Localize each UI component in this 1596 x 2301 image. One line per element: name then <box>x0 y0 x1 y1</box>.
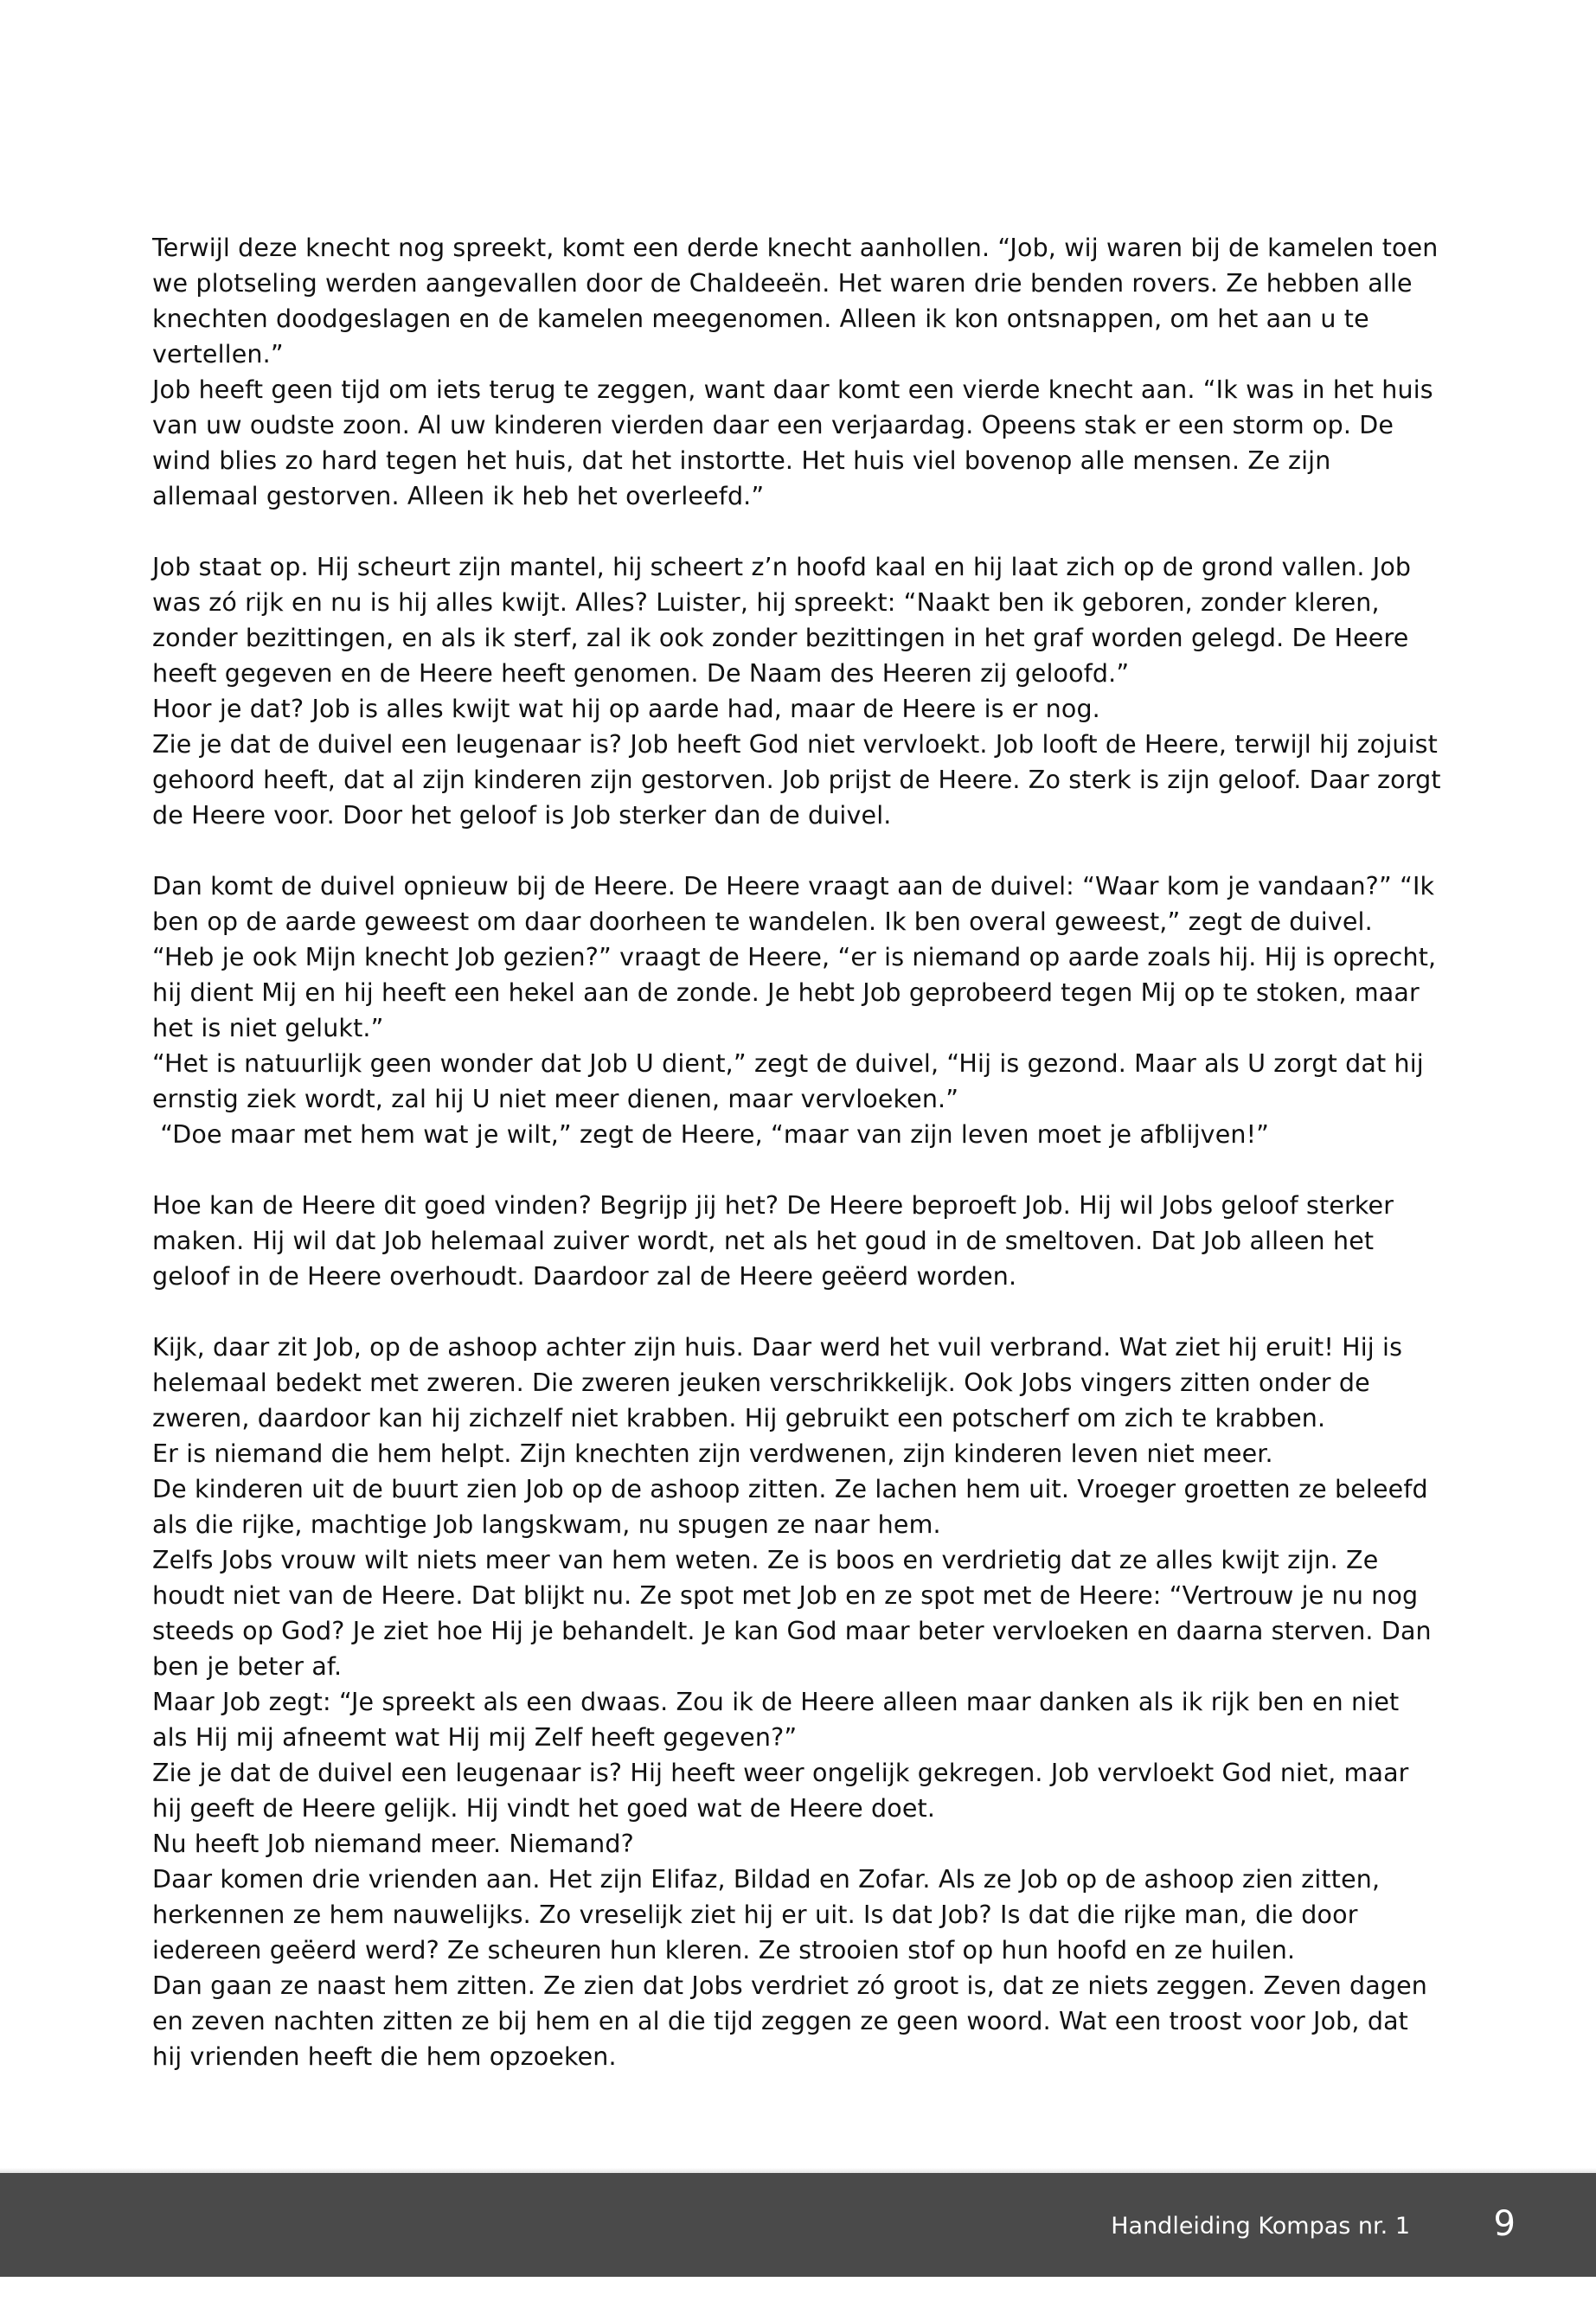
paragraph-friends-sit: Dan gaan ze naast hem zitten. Ze zien dat Jobs verdriet zó groot is, dat ze niets zeggen. Zeven dagen en zeven nachten zitten ze bij hem en al die tijd zeggen ze geen woord. Wat een troost voor Job, dat hij vrienden heeft die hem opzoeken. <box>152 1971 1436 2071</box>
paragraph-gap <box>152 514 1441 549</box>
paragraph-nobody-left: Nu heeft Job niemand meer. Niemand? <box>152 1830 634 1858</box>
paragraph-nobody-helps: Er is niemand die hem helpt. Zijn knechten zijn verdwenen, zijn kinderen leven niet meer. <box>152 1439 1273 1468</box>
paragraph-gap <box>152 833 1441 868</box>
paragraph-devil-liar: Zie je dat de duivel een leugenaar is? Job heeft God niet vervloekt. Job looft de Heere, terwijl hij zojuist gehoord heeft, dat al zijn kinderen zijn gestorven. Job prijst de Heere. Zo sterk is zijn geloof. Daar zorgt de Heere voor. Door het geloof is Job sterker dan de duivel. <box>152 730 1449 830</box>
page-number: 9 <box>1493 2204 1516 2244</box>
paragraph-job-stands: Job staat op. Hij scheurt zijn mantel, hij scheert z’n hoofd kaal en hij laat zich op de grond vallen. Job was zó rijk en nu is hij alles kwijt. Alles? Luister, hij spreekt: “Naakt ben ik geboren, zonder kleren, zonder bezittingen, en als ik sterf, zal ik ook zonder bezittingen in het graf worden gelegd. De Heere heeft gegeven en de Heere heeft genomen. De Naam des Heeren zij geloofd.” <box>152 553 1420 688</box>
paragraph-ash-heap: Kijk, daar zit Job, op de ashoop achter zijn huis. Daar werd het vuil verbrand. Wat ziet hij eruit! Hij is helemaal bedekt met zweren. Die zweren jeuken verschrikkelijk. Ook Jobs vingers zitten onder de zweren, daardoor kan hij zichzelf niet krabben. Hij gebruikt een potscherf om zich te krabben. <box>152 1333 1411 1433</box>
paragraph-devil-returns: Dan komt de duivel opnieuw bij de Heere. De Heere vraagt aan de duivel: “Waar kom je vandaan?” “Ik ben op de aarde geweest om daar doorheen te wandelen. Ik ben overal geweest,” zegt de duivel. <box>152 872 1443 936</box>
paragraph-servant-four: Job heeft geen tijd om iets terug te zeggen, want daar komt een vierde knecht aan. “Ik was in het huis van uw oudste zoon. Al uw kinderen vierden daar een verjaardag. Opeens stak er een storm op. De wind blies zo hard tegen het huis, dat het instortte. Het huis viel bovenop alle mensen. Ze zijn allemaal gestorven. Alleen ik heb het overleefd.” <box>152 375 1441 510</box>
paragraph-my-servant-job: “Heb je ook Mijn knecht Job gezien?” vraagt de Heere, “er is niemand op aarde zoals hij. Hij is oprecht, hij dient Mij en hij heeft een hekel aan de zonde. Je hebt Job geprobeerd tegen Mij op te stoken, maar het is niet gelukt.” <box>152 943 1445 1042</box>
paragraph-lord-permits: “Doe maar met hem wat je wilt,” zegt de Heere, “maar van zijn leven moet je afblijven!” <box>152 1120 1270 1149</box>
footer-title: Handleiding Kompas nr. 1 <box>1111 2213 1410 2240</box>
paragraph-devil-reply: “Het is natuurlijk geen wonder dat Job U dient,” zegt de duivel, “Hij is gezond. Maar als U zorgt dat hij ernstig ziek wordt, zal hij U niet meer dienen, maar vervloeken.” <box>152 1049 1433 1113</box>
paragraph-gap <box>152 1294 1441 1330</box>
paragraph-servant-three: Terwijl deze knecht nog spreekt, komt een derde knecht aanhollen. “Job, wij waren bij de kamelen toen we plotseling werden aangevallen door de Chaldeeën. Het waren drie benden rovers. Ze hebben alle knechten doodgeslagen en de kamelen meegenomen. Alleen ik kon ontsnappen, om het aan u te vertellen.” <box>152 234 1446 369</box>
paragraph-gap <box>152 1152 1441 1188</box>
paragraph-children-mock: De kinderen uit de buurt zien Job op de ashoop zitten. Ze lachen hem uit. Vroeger groetten ze beleefd als die rijke, machtige Job langskwam, nu spugen ze naar hem. <box>152 1475 1436 1539</box>
paragraph-hear-that: Hoor je dat? Job is alles kwijt wat hij op aarde had, maar de Heere is er nog. <box>152 695 1100 723</box>
page-body <box>152 230 1449 2074</box>
paragraph-lord-tests-job: Hoe kan de Heere dit goed vinden? Begrijp jij het? De Heere beproeft Job. Hij wil Jobs geloof sterker maken. Hij wil dat Job helemaal zuiver wordt, net als het goud in de smeltoven. Dat Job alleen het geloof in de Heere overhoudt. Daardoor zal de Heere geëerd worden. <box>152 1191 1402 1291</box>
paragraph-three-friends: Daar komen drie vrienden aan. Het zijn Elifaz, Bildad en Zofar. Als ze Job op de ashoop zien zitten, herkennen ze hem nauwelijks. Zo vreselijk ziet hij er uit. Is dat Job? Is dat die rijke man, die door iedereen geëerd werd? Ze scheuren hun kleren. Ze strooien stof op hun hoofd en ze huilen. <box>152 1865 1388 1965</box>
paragraph-wife-mocks: Zelfs Jobs vrouw wilt niets meer van hem weten. Ze is boos en verdrietig dat ze alles kwijt zijn. Ze houdt niet van de Heere. Dat blijkt nu. Ze spot met Job en ze spot met de Heere: “Vertrouw je nu nog steeds op God? Je ziet hoe Hij je behandelt. Je kan God maar beter vervloeken en daarna sterven. Dan ben je beter af. <box>152 1546 1439 1681</box>
paragraph-devil-wrong-again: Zie je dat de duivel een leugenaar is? Hij heeft weer ongelijk gekregen. Job vervloekt God niet, maar hij geeft de Heere gelijk. Hij vindt het goed wat de Heere doet. <box>152 1759 1417 1823</box>
paragraph-job-answers: Maar Job zegt: “Je spreekt als een dwaas. Zou ik de Heere alleen maar danken als ik rijk ben en niet als Hij mij afneemt wat Hij mij Zelf heeft gegeven?” <box>152 1688 1407 1752</box>
